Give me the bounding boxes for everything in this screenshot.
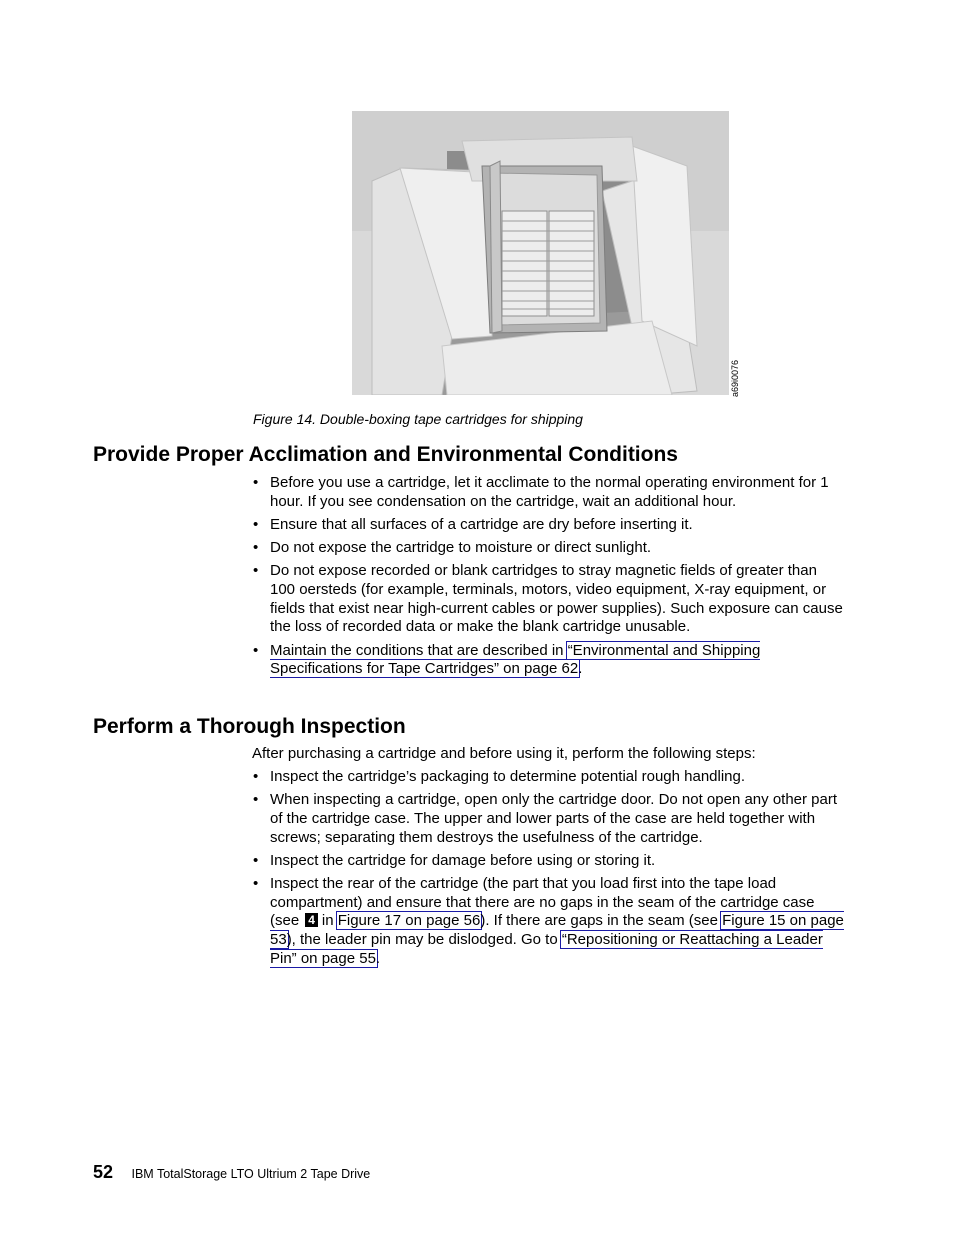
list-item-text: ), the leader pin may be dislodged. Go to: [286, 931, 562, 949]
heading-inspection: Perform a Thorough Inspection: [93, 715, 406, 738]
list-item: • Ensure that all surfaces of a cartridge are dry before inserting it.: [253, 515, 693, 533]
heading-acclimation: Provide Proper Acclimation and Environmental Conditions: [93, 443, 678, 466]
list-item: • Do not expose the cartridge to moisture or direct sunlight.: [253, 539, 652, 557]
list-item-text: Inspect the cartridge’s packaging to determine potential rough handling.: [270, 768, 746, 785]
list-item: • Inspect the rear of the cartridge (the part that you load first into the tape load compartment) and ensure that there are no gaps in the seam of the cartridge case (see 4 in Figure 17 on page 56). If there are gaps in the seam (see Figure 15 on page 53), the leader pin may be dislodged. Go to “Repositioning or Reattaching a Leader Pin” on page 55.: [253, 875, 844, 967]
list-item-text: Maintain the conditions that are described in: [270, 641, 568, 659]
list-item-text: Do not expose recorded or blank cartridges to stray magnetic fields of greater than 100 oersteds (for example, terminals, motors, video equipment, X-ray equipment, or fields that exist near high-current cables or power supplies). Such exposure can cause the loss of recorded data or make the blank cartridge unusable.: [270, 562, 843, 636]
list-item-text: Inspect the cartridge for damage before using or storing it.: [270, 851, 656, 869]
link-leader-pin[interactable]: “Repositioning or Reattaching a Leader Pin” on page 55: [270, 931, 823, 967]
list-item: • Do not expose recorded or blank cartridges to stray magnetic fields of greater than 100 oersteds (for example, terminals, motors, video equipment, X-ray equipment, or fields that exist near high-current cables or power supplies). Such exposure can cause the loss of recorded data or make the blank cartridge unusable.: [253, 562, 843, 636]
callout-number: 4: [305, 913, 318, 927]
page-footer: [93, 1162, 370, 1183]
figure-id-label: a69i0076: [730, 359, 740, 397]
list-item-text: .: [578, 660, 583, 678]
link-figure-17[interactable]: Figure 17 on page 56: [337, 912, 481, 930]
link-figure-15[interactable]: Figure 15 on page 53: [270, 912, 844, 949]
list-item: • Inspect the cartridge’s packaging to determine potential rough handling.: [253, 768, 746, 785]
page-number: 52: [93, 1162, 114, 1182]
list-item-text: .: [375, 949, 381, 967]
inspection-bullet-list: [252, 768, 844, 973]
figure-photo-double-boxing: [352, 111, 729, 395]
book-title: IBM TotalStorage LTO Ultrium 2 Tape Drive: [131, 1167, 371, 1181]
list-item-text: Do not expose the cartridge to moisture or direct sunlight.: [270, 539, 652, 557]
list-item-text: Inspect the rear of the cartridge (the part that you load first into the tape load compartment) and ensure that there are no gaps in the seam of the cartridge case (see: [270, 875, 815, 930]
list-item-text: in: [321, 912, 338, 930]
link-environmental-specs[interactable]: “Environmental and Shipping Specifications for Tape Cartridges” on page 62: [270, 641, 761, 678]
figure-caption: Figure 14. Double-boxing tape cartridges for shipping: [253, 411, 583, 427]
acclimation-bullet-list: [252, 474, 844, 684]
inspection-intro: After purchasing a cartridge and before using it, perform the following steps:: [252, 745, 756, 762]
list-item-text: Before you use a cartridge, let it acclimate to the normal operating environment for 1 hour. If you see condensation on the cartridge, wait an additional hour.: [270, 474, 829, 510]
list-item: • Inspect the cartridge for damage before using or storing it.: [253, 851, 656, 869]
list-item-text: Ensure that all surfaces of a cartridge are dry before inserting it.: [270, 515, 693, 533]
list-item: • When inspecting a cartridge, open only the cartridge door. Do not open any other part of the cartridge case. The upper and lower parts of the case are held together with screws; separating them destroys the usefulness of the cartridge.: [253, 791, 838, 846]
list-item: • Before you use a cartridge, let it acclimate to the normal operating environment for 1 hour. If you see condensation on the cartridge, wait an additional hour.: [253, 474, 829, 510]
list-item-text: When inspecting a cartridge, open only the cartridge door. Do not open any other part of the cartridge case. The upper and lower parts of the case are held together with screws; separating them destroys the usefulness of the cartridge.: [270, 791, 838, 846]
list-item: • Maintain the conditions that are described in “Environmental and Shipping Specifications for Tape Cartridges” on page 62.: [253, 641, 761, 678]
list-item-text: ). If there are gaps in the seam (see: [480, 912, 723, 930]
double-boxed-cartridges-illustration: [352, 111, 729, 395]
